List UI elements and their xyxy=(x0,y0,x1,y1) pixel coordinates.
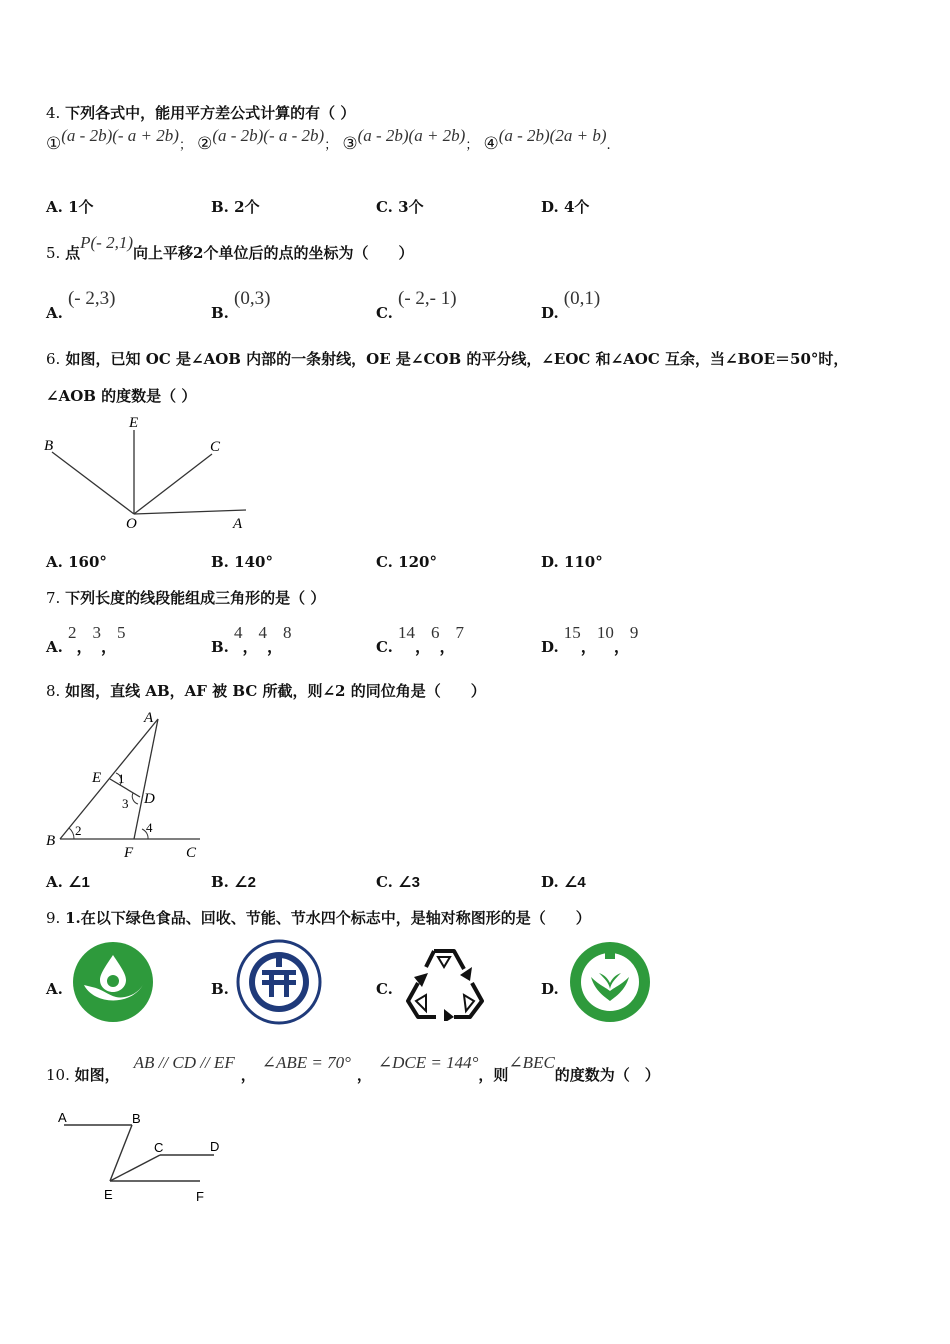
label-a: A xyxy=(58,1110,67,1125)
label-angle-3: 3 xyxy=(122,796,129,811)
ray-oa xyxy=(134,510,246,514)
water-saving-logo-icon[interactable] xyxy=(72,941,154,1023)
label-angle-1: 1 xyxy=(118,771,125,786)
q9-option-b-label[interactable]: B. xyxy=(211,980,229,998)
q10-cond-parallel: AB // CD // EF xyxy=(133,1053,235,1072)
q4-option-a[interactable]: A. 1个 xyxy=(46,198,94,216)
q4-number: 4. xyxy=(46,104,61,122)
q4-item-1: ①(a - 2b)(- a + 2b)； xyxy=(46,126,192,154)
q8-stem: 8. 如图，直线 AB，AF 被 BC 所截，则∠2 的同位角是（ ） xyxy=(46,682,486,700)
line-ed xyxy=(110,779,140,797)
q8-option-b[interactable]: B. ∠2 xyxy=(211,873,256,891)
label-a: A xyxy=(144,710,154,726)
label-o: O xyxy=(126,516,137,532)
line-ec xyxy=(110,1155,160,1181)
q7-option-b[interactable]: B. 4，4，8 xyxy=(211,623,292,656)
ray-oc xyxy=(134,454,212,514)
q4-items xyxy=(46,126,611,154)
label-f: F xyxy=(124,845,134,861)
q9-stem: 9. 1.在以下绿色食品、回收、节能、节水四个标志中，是轴对称图形的是（ ） xyxy=(46,909,591,927)
label-f: F xyxy=(196,1189,204,1204)
q8-option-c[interactable]: C. ∠3 xyxy=(376,873,420,891)
q10-target: ∠BEC xyxy=(508,1053,555,1072)
q5-stem: 5. 点P(- 2,1)向上平移2个单位后的点的坐标为（ ） xyxy=(46,233,414,262)
label-c: C xyxy=(186,845,197,861)
ray-ob xyxy=(52,452,134,514)
energy-saving-logo-icon[interactable] xyxy=(236,939,322,1025)
q6-option-b[interactable]: B. 140° xyxy=(211,553,273,571)
q6-option-d[interactable]: D. 110° xyxy=(541,553,603,571)
q6-figure xyxy=(40,410,260,535)
q5-option-c[interactable]: C. (- 2,- 1) xyxy=(376,288,457,322)
q6-stem-line2: ∠AOB 的度数是（ ） xyxy=(46,387,197,405)
label-angle-4: 4 xyxy=(146,820,153,835)
label-a: A xyxy=(233,516,243,532)
line-ab xyxy=(60,719,158,839)
angle-2-arc xyxy=(69,828,74,839)
q7-option-c[interactable]: C. 14，6，7 xyxy=(376,623,465,656)
label-d: D xyxy=(144,791,155,807)
q10-stem: 10. 如图，AB // CD // EF，∠ABE = 70°，∠DCE = 144°，则∠BEC的度数为（ ） xyxy=(46,1053,660,1084)
q4-stem xyxy=(46,102,355,123)
q4-item-2: ②(a - 2b)(- a - 2b)； xyxy=(197,126,338,154)
q5-option-b[interactable]: B. (0,3) xyxy=(211,288,271,322)
q4-text: 下列各式中，能用平方差公式计算的有（ ） xyxy=(65,104,356,122)
label-d: D xyxy=(210,1139,220,1154)
q5-point: P(- 2,1) xyxy=(80,233,133,252)
q6-option-a[interactable]: A. 160° xyxy=(46,553,107,571)
q6-stem-line1: 6. 如图，已知 OC 是∠AOB 内部的一条射线，OE 是∠COB 的平分线，∠EOC 和∠AOC 互余，当∠BOE＝50°时， xyxy=(46,350,849,368)
label-e: E xyxy=(129,415,139,431)
q10-cond-abe: ∠ABE = 70° xyxy=(261,1053,351,1072)
q4-item-4: ④(a - 2b)(2a + b). xyxy=(483,126,611,154)
q5-option-a[interactable]: A. (- 2,3) xyxy=(46,288,116,322)
q4-option-d[interactable]: D. 4个 xyxy=(541,198,590,216)
q10-cond-dce: ∠DCE = 144° xyxy=(377,1053,479,1072)
label-b: B xyxy=(44,438,54,454)
label-e: E xyxy=(92,770,102,786)
label-c: C xyxy=(154,1140,164,1155)
q7-option-d[interactable]: D. 15，10，9 xyxy=(541,623,639,656)
recycling-logo-icon[interactable] xyxy=(404,943,486,1021)
q4-item-3: ③(a - 2b)(a + 2b)； xyxy=(342,126,479,154)
q8-figure xyxy=(40,705,210,865)
q10-figure xyxy=(50,1105,240,1210)
q4-option-b[interactable]: B. 2个 xyxy=(211,198,260,216)
q6-option-c[interactable]: C. 120° xyxy=(376,553,437,571)
q9-option-a-label[interactable]: A. xyxy=(46,980,63,998)
line-be xyxy=(110,1125,132,1181)
q5-option-d[interactable]: D. (0,1) xyxy=(541,288,601,322)
q9-option-d-label[interactable]: D. xyxy=(541,980,559,998)
q4-option-c[interactable]: C. 3个 xyxy=(376,198,424,216)
label-e: E xyxy=(104,1187,113,1202)
q8-option-d[interactable]: D. ∠4 xyxy=(541,873,586,891)
q7-stem: 7. 下列长度的线段能组成三角形的是（ ） xyxy=(46,589,326,607)
q9-option-c-label[interactable]: C. xyxy=(376,980,393,998)
label-c: C xyxy=(210,439,221,455)
label-b: B xyxy=(46,833,56,849)
label-b: B xyxy=(132,1111,141,1126)
green-food-logo-icon[interactable] xyxy=(569,941,651,1023)
q7-option-a[interactable]: A. 2，3，5 xyxy=(46,623,126,656)
label-angle-2: 2 xyxy=(75,823,82,838)
q8-option-a[interactable]: A. ∠1 xyxy=(46,873,90,891)
